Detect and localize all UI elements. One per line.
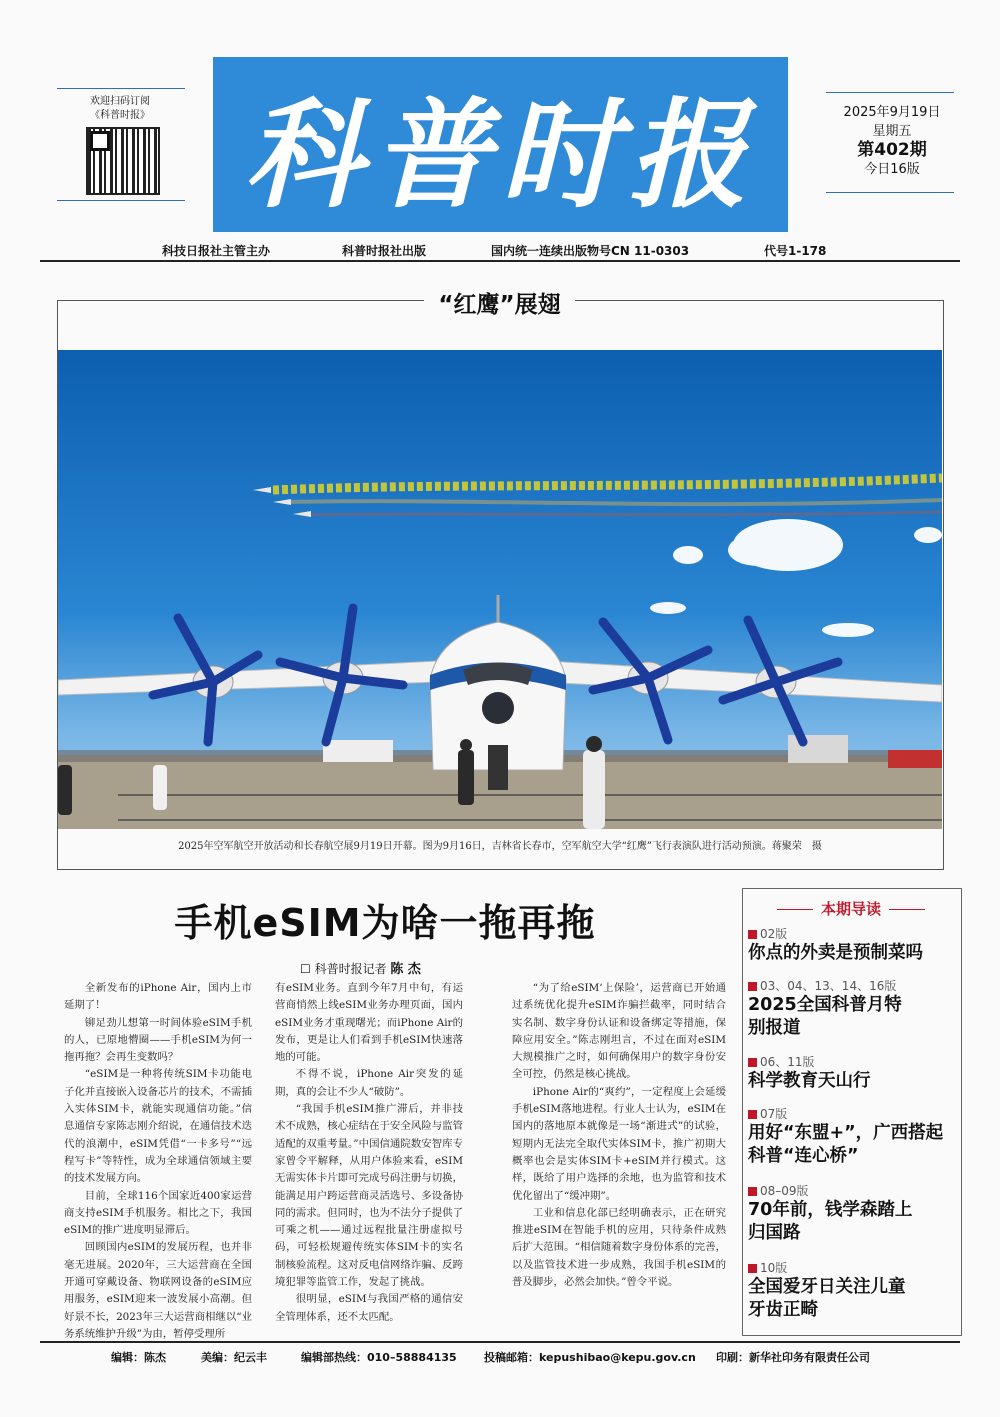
red-square-icon [748, 1187, 757, 1196]
col1-paragraph: 铆足劲儿想第一时间体验eSIM手机的人，已原地懵圈——手机eSIM为何一拖再拖？会再生变数吗？ [64, 1016, 252, 1064]
red-square-icon [748, 1058, 757, 1067]
col3-paragraph: 工业和信息化部已经明确表示，正在研究推进eSIM在智能手机的应用，只待条件成熟后扩大范围。“相信随着数字身份体系的完善，以及监管技术进一步成熟，我国手机eSIM的普及脚步，必然会加快。”曾令平说。 [512, 1206, 726, 1289]
col1-paragraph: “eSIM是一种将传统SIM卡功能电子化并直接嵌入设备芯片的技术，不需插入实体SIM卡，就能实现通信功能。”信息通信专家陈志刚介绍说，在通信技术迭代的浪潮中，eSIM凭借“一卡多号”“远程写卡”等特性，成为全球通信领域主要的技术发展方向。 [64, 1068, 252, 1185]
issue-top-rule [826, 92, 954, 93]
red-square-icon [748, 1264, 757, 1273]
guide-page-label: 10版 [760, 1261, 788, 1275]
col3-paragraph: “为了给eSIM‘上保险’，运营商已开始通过系统优化提升eSIM诈骗拦截率，同时结合实名制、数字身份认证和设备绑定等措施，保障应用安全。”陈志刚坦言，不过在面对eSIM大规模推广之时，如何确保用户的数字身份安全可控，仍然是核心挑战。 [512, 982, 726, 1081]
nose-gear [488, 745, 508, 790]
publisher-code: 代号1-178 [764, 244, 827, 258]
header-rule [40, 260, 960, 262]
red-square-icon [748, 930, 757, 939]
issue-bottom-rule [826, 192, 954, 193]
guide-item-title: 你点的外卖是预制菜吗 [748, 943, 923, 963]
guide-item-page [748, 926, 958, 942]
red-square-icon [748, 982, 757, 991]
qr-code[interactable] [86, 127, 160, 195]
article-column-2 [275, 980, 463, 1326]
guide-item[interactable] [748, 1106, 958, 1168]
nose-glazing [482, 692, 514, 724]
photo-caption: 2025年空军航空开放活动和长春航空展9月19日开幕。图为9月16日，吉林省长春市，空军航空大学“红鹰”飞行表演队进行活动预演。蒋聚荣 摄 [178, 841, 822, 852]
footer-editor: 编辑：陈杰 [111, 1351, 166, 1364]
guide-item-title: 70年前，钱学森踏上归国路 [748, 1200, 913, 1243]
guide-item-title: 2025全国科普月特别报道 [748, 995, 902, 1038]
guide-item-title: 科学教育天山行 [748, 1071, 871, 1091]
photo-heading [57, 286, 942, 319]
guide-item-page [748, 1106, 958, 1122]
guide-page-label: 07版 [760, 1107, 788, 1121]
article-column-3 [512, 980, 726, 1291]
issue-number: 第402期 [857, 140, 927, 160]
masthead-title: 科普时报 [244, 84, 757, 224]
qr-caption-line2: 《科普时报》 [90, 110, 150, 121]
publisher-line [40, 242, 960, 260]
airshow-illustration [58, 350, 942, 829]
footer-rule [40, 1341, 960, 1343]
article-column-1 [64, 980, 252, 1343]
guide-item[interactable] [748, 1054, 958, 1093]
guide-page-label: 03、04、13、14、16版 [760, 979, 897, 993]
byline-name: 陈 杰 [390, 962, 421, 977]
guide-item[interactable] [748, 978, 958, 1040]
publisher-cn: 国内统一连续出版物号CN 11-0303 [491, 244, 690, 258]
guide-item-page [748, 1054, 958, 1070]
guide-title: 本期导读 [742, 898, 960, 919]
article-byline [300, 958, 421, 977]
red-smoke-trail [303, 512, 942, 515]
col2-paragraph: 不得不说，iPhone Air突发的延期，真的会让不少人“破防”。 [275, 1068, 463, 1098]
col2-paragraph: “我国手机eSIM推广滞后，并非技术不成熟，核心症结在于安全风险与监管适配的双重考量。”中国信通院数安智库专家曾令平解释，从用户体验来看，eSIM无需实体卡片即可完成号码注册与切换，能满足用户跨运营商灵活选号、多设备协同的需求。但同时，也为不法分子提供了可乘之机——通过远程批量注册虚拟号码，可轻松规避传统实体SIM卡的实名制核验流程。这对反电信网络诈骗、反跨境犯罪等监管工作，发起了挑战。 [275, 1103, 463, 1289]
byline-prefix: ☐ 科普时报记者 [300, 962, 387, 976]
footer-email[interactable]: 投稿邮箱：kepushibao@kepu.gov.cn [484, 1351, 696, 1364]
photo-heading-text: “红鹰”展翅 [424, 292, 574, 318]
guide-page-label: 08–09版 [760, 1184, 809, 1198]
clouds [650, 519, 942, 637]
publisher-press: 科普时报社出版 [342, 244, 427, 258]
footer-printer: 印刷：新华社印务有限责任公司 [716, 1351, 870, 1364]
guide-item[interactable] [748, 1183, 958, 1245]
col1-paragraph: 回顾国内eSIM的发展历程，也并非毫无进展。2020年，三大运营商在全国开通可穿戴设备、物联网设备的eSIM应用服务，eSIM迎来一波发展小高潮。但好景不长，2023年三大运营商相继以“业务系统维护升级”为由，暂停受理所 [64, 1241, 252, 1340]
issue-weekday: 星期五 [872, 124, 912, 139]
footer-hotline: 编辑部热线：010–58884135 [301, 1351, 457, 1364]
guide-item-page [748, 1260, 958, 1276]
grey-smoke-trail [288, 500, 942, 504]
guide-item[interactable] [748, 1260, 958, 1322]
masthead [213, 57, 788, 232]
footer-designer: 美编：纪云丰 [201, 1351, 267, 1364]
qr-top-rule [57, 88, 185, 89]
guide-page-label: 06、11版 [760, 1055, 815, 1069]
guide-page-label: 02版 [760, 927, 788, 941]
publisher-sponsor: 科技日报社主管主办 [162, 244, 271, 258]
qr-caption [60, 95, 180, 123]
col3-paragraph: iPhone Air的“爽约”，一定程度上会延缓手机eSIM落地进程。行业人士认为，eSIM在国内的落地原本就像是一场“渐进式”的试验，短期内无法完全取代实体SIM卡，推广初期大概率也会是实体SIM卡+eSIM并行模式。这样，既给了用户选择的余地，也为监管和技术优化留出了“缓冲期”。 [512, 1085, 726, 1202]
issue-info [832, 103, 952, 179]
guide-item[interactable] [748, 926, 958, 965]
issue-date: 2025年9月19日 [843, 105, 941, 120]
col1-paragraph: 全新发布的iPhone Air，国内上市延期了！ [64, 982, 252, 1012]
guide-item-page [748, 1183, 958, 1199]
airshow-photo[interactable] [58, 350, 942, 829]
red-square-icon [748, 1110, 757, 1119]
col1-paragraph: 目前，全球116个国家近400家运营商支持eSIM手机服务。相比之下，我国eSIM的推广进度明显滞后。 [64, 1189, 252, 1237]
footer [40, 1349, 960, 1367]
yellow-smoke-trail [273, 478, 942, 490]
article-headline[interactable]: 手机eSIM为啥一拖再拖 [174, 901, 596, 945]
col2-paragraph: 有eSIM业务。直到今年7月中旬，有运营商悄然上线eSIM业务办理页面，国内eSIM业务才重现曙光；而iPhone Air的发布，更是让人们看到手机eSIM快速落地的可能。 [275, 982, 463, 1064]
guide-item-title: 用好“东盟+”，广西搭起科普“连心桥” [748, 1123, 944, 1166]
guide-item-page [748, 978, 958, 994]
qr-bottom-rule [57, 200, 185, 201]
qr-caption-line1: 欢迎扫码订阅 [90, 96, 150, 107]
issue-pages: 今日16版 [864, 162, 920, 177]
col2-paragraph: 很明显，eSIM与我国严格的通信安全管理体系，还不太匹配。 [275, 1293, 463, 1323]
guide-item-title: 全国爱牙日关注儿童牙齿正畸 [748, 1277, 906, 1320]
